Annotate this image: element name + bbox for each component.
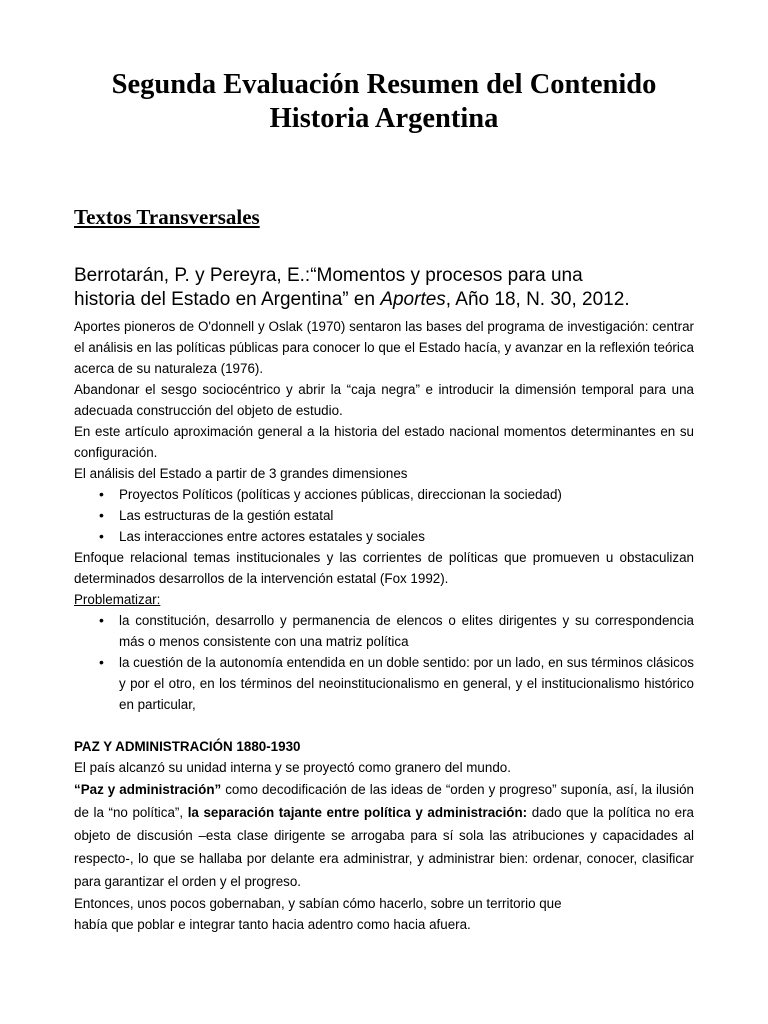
list-item: • Las estructuras de la gestión estatal [74, 505, 694, 526]
problems-list [74, 610, 694, 715]
bibliographic-reference [74, 264, 704, 312]
text-line: Entonces, unos pocos gobernaban, y sabían cómo hacerlo, sobre un territorio que [74, 896, 562, 911]
section-heading-paz: PAZ Y ADMINISTRACIÓN 1880-1930 [74, 739, 301, 754]
list-item: • la cuestión de la autonomía entendida en un doble sentido: por un lado, en sus términos clásicos y por el otro, en los términos del neoinstitucionalismo en general, y el institucionalismo histórico en particular, [74, 652, 694, 715]
reference-line-1: Berrotarán, P. y Pereyra, E.:“Momentos y procesos para una [74, 265, 583, 286]
text-line: había que poblar e integrar tanto hacia adentro como hacia afuera. [74, 917, 471, 932]
problematizar-label: Problematizar: [74, 592, 161, 607]
paragraph-articulo: En este artículo aproximación general a la historia del estado nacional momentos determinantes en su configuración. [74, 424, 694, 460]
list-item: • Proyectos Políticos (políticas y acciones públicas, direccionan la sociedad) [74, 484, 694, 505]
reference-text: historia del Estado en Argentina” en [74, 289, 381, 310]
bold-phrase-paz: “Paz y administración” [74, 782, 222, 797]
paragraph-aportes: Aportes pioneros de O'donnell y Oslak (1970) sentaron las bases del programa de investigación: centrar el análisis en las políticas públicas para conocer lo que el Estado hacía, y avanzar en la reflexión teórica acerca de su naturaleza (1976). [74, 319, 694, 376]
paragraph-entonces [74, 893, 694, 935]
list-item: • Las interacciones entre actores estatales y sociales [74, 526, 694, 547]
paragraph-sesgo: Abandonar el sesgo sociocéntrico y abrir la “caja negra” e introducir la dimensión temporal para una adecuada construcción del objeto de estudio. [74, 382, 694, 418]
paragraph-pais: El país alcanzó su unidad interna y se proyectó como granero del mundo. [74, 760, 511, 775]
paragraph-paz-administracion [74, 778, 694, 893]
dimensions-list [74, 484, 694, 547]
document-title [74, 68, 694, 136]
paragraph-enfoque: Enfoque relacional temas institucionales y las corrientes de políticas que promueven u obstaculizan determinados desarrollos de la intervención estatal (Fox 1992). [74, 550, 694, 586]
document-body [74, 316, 694, 935]
paragraph-dimensiones: El análisis del Estado a partir de 3 grandes dimensiones [74, 466, 408, 481]
reference-line-2 [74, 288, 704, 312]
list-item: • la constitución, desarrollo y permanencia de elencos o elites dirigentes y su correspondencia más o menos consistente con una matriz política [74, 610, 694, 652]
section-title: Textos Transversales [74, 205, 260, 229]
bold-phrase-separacion: la separación tajante entre política y administración: [187, 805, 528, 820]
document-title-line-1: Segunda Evaluación Resumen del Contenido [111, 69, 657, 100]
text-segment: dado que la política no era objeto de discusión –esta clase dirigente se arrogaba para sí sola las atribuciones y capacidades al respecto-, lo que se hallaba por delante era administrar, y administrar bien: ordenar, conocer, clasificar para garantizar el orden y el progreso. [74, 805, 694, 889]
document-title-line-2: Historia Argentina [269, 103, 499, 134]
text-segment: como decodificación de las ideas de “orden y progreso” suponía, así, la ilusión de la “no política”, [74, 782, 694, 820]
reference-journal: Aportes [380, 289, 446, 310]
reference-details: , Año 18, N. 30, 2012. [445, 289, 630, 310]
